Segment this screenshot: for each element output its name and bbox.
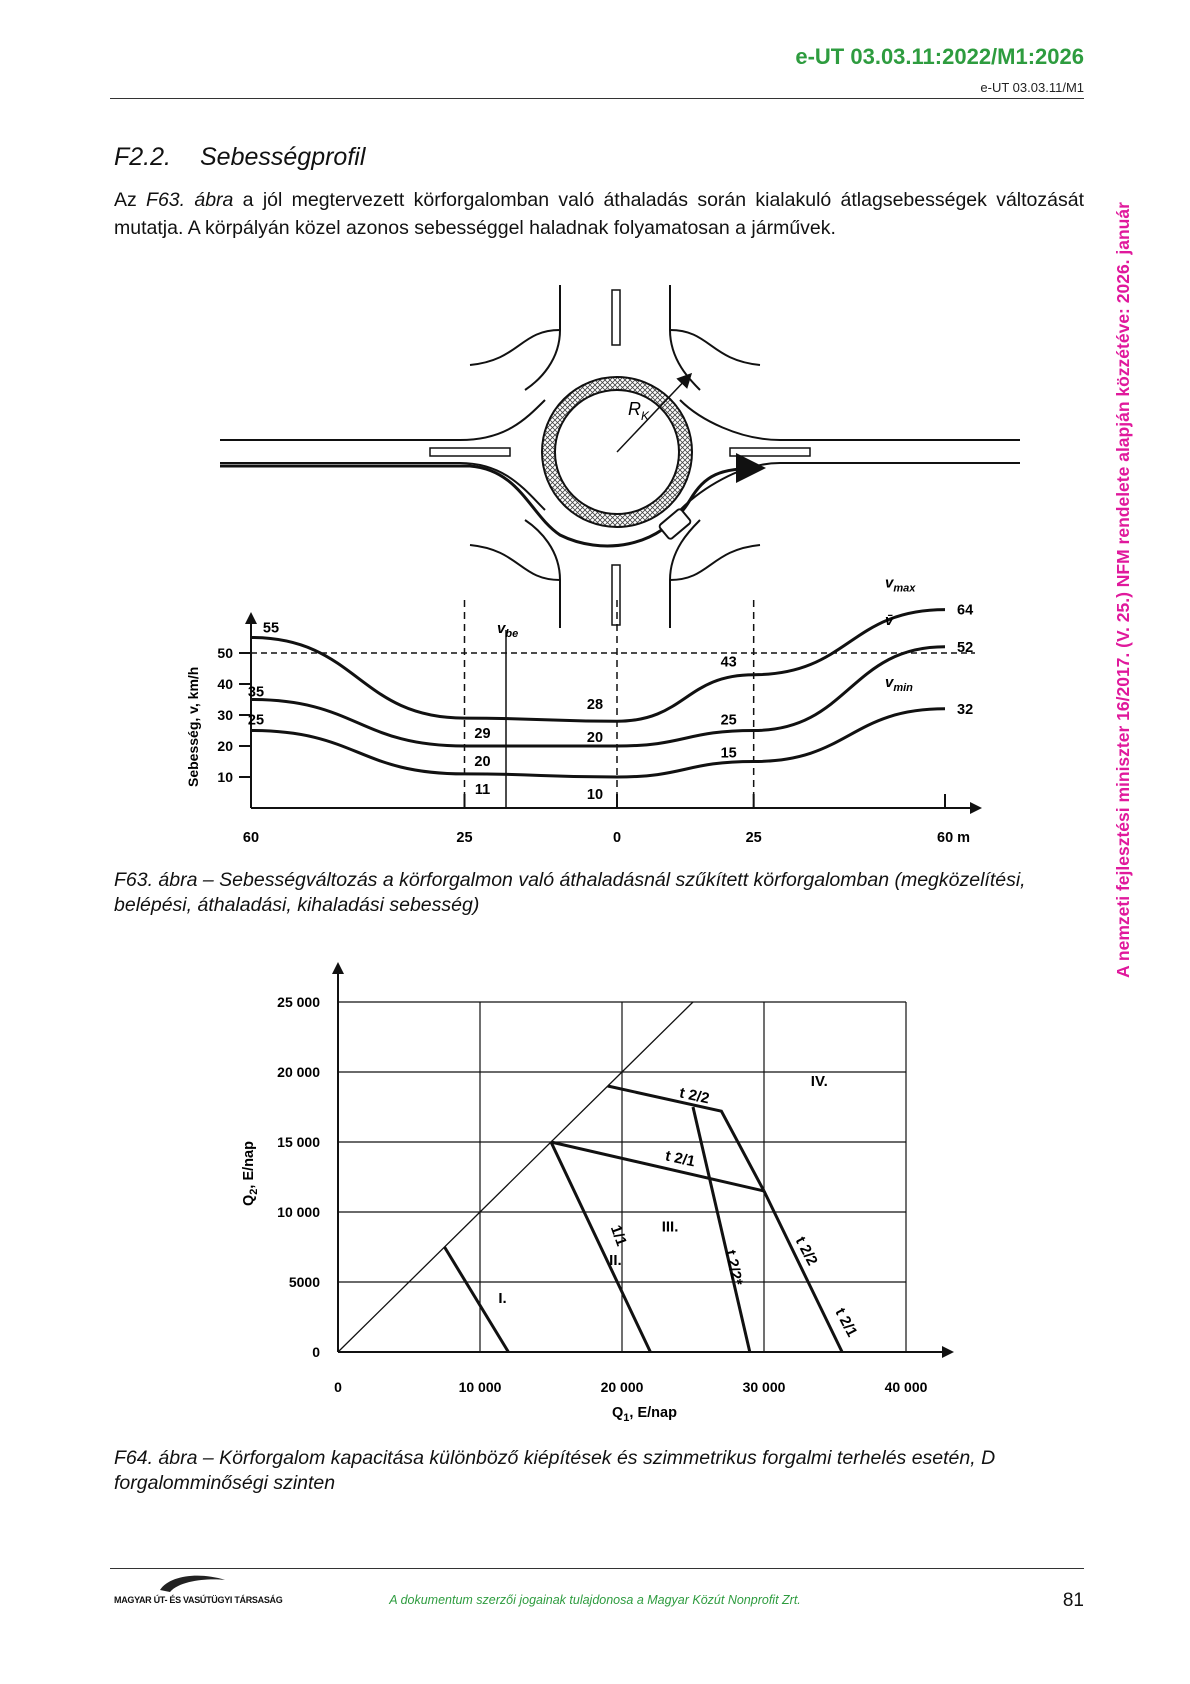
y-tick-label: 20 — [217, 738, 233, 754]
end-value-label: 52 — [957, 639, 974, 656]
x-tick-label: 60 m — [937, 830, 971, 846]
para-prefix: Az — [114, 189, 147, 211]
y-tick-label: 25 000 — [277, 994, 320, 1010]
copyright-note: A dokumentum szerzői jogainak tulajdonosa a Magyar Közút Nonprofit Zrt. — [389, 1593, 801, 1607]
fig64-ref: F64. ábra — [114, 1447, 198, 1469]
x-tick-label: 25 — [745, 830, 762, 846]
y-axis-label: $Q_2$, E/nap — [241, 1141, 260, 1206]
fig64-text: – Körforgalom kapacitása különböző kiépítések és szimmetrikus forgalmi terhelés esetén, D forgalomminőségi szinten — [114, 1447, 996, 1494]
data-label: 43 — [720, 654, 737, 671]
data-label: 10 — [586, 787, 604, 803]
x-tick-label: 0 — [334, 1379, 342, 1395]
line-label: t 2/2 — [791, 1233, 821, 1269]
entry-marker-label: $v_{be}$ — [497, 620, 519, 640]
line-label: t 2/2 — [677, 1084, 711, 1108]
y-tick-label: 10 — [217, 769, 233, 785]
region-label: IV. — [810, 1073, 828, 1090]
data-label: 20 — [474, 754, 491, 770]
series-name-label: $v_{max}$ — [885, 574, 916, 595]
y-tick-label: 40 — [217, 676, 233, 692]
y-tick-label: 15 000 — [277, 1134, 320, 1150]
document-code: e-UT 03.03.11:2022/M1:2026 — [795, 44, 1084, 69]
y-axis-label: Sebesség, v, km/h — [185, 666, 201, 787]
y-tick-label: 50 — [217, 645, 233, 661]
y-tick-label: 30 — [217, 707, 233, 723]
y-tick-label: 0 — [312, 1344, 320, 1360]
page-number: 81 — [1062, 1590, 1084, 1611]
line-label: t 2/1 — [663, 1147, 697, 1171]
data-label: 35 — [247, 684, 265, 701]
region-label: II. — [609, 1252, 622, 1270]
x-tick-label: 40 000 — [884, 1379, 928, 1395]
x-axis-label: $Q_1$, E/nap — [612, 1405, 677, 1424]
data-label: 11 — [474, 781, 491, 798]
radius-label: $R_K$ — [628, 399, 650, 423]
series-name-label: v̄ — [885, 611, 894, 629]
fig63-text: – Sebességváltozás a körforgalmon való áthaladásnál szűkített körforgalomban (megközelítési, belépési, áthaladási, kihaladási sebesség) — [114, 869, 1026, 916]
y-tick-label: 10 000 — [277, 1204, 320, 1220]
line-label: t 2/2* — [721, 1248, 746, 1288]
x-tick-label: 25 — [456, 830, 473, 846]
para-figure-ref: F63. ábra — [146, 189, 234, 211]
end-value-label: 64 — [957, 602, 974, 619]
line-label: 1/1 — [606, 1222, 630, 1249]
society-logo-text: MAGYAR ÚT- ÉS VASÚTÜGYI TÁRSASÁG — [114, 1595, 283, 1605]
line-label: t 2/1 — [831, 1305, 861, 1340]
x-tick-label: 30 000 — [742, 1379, 786, 1395]
section-title: Sebességprofil — [200, 143, 366, 171]
data-label: 15 — [720, 745, 737, 762]
y-tick-label: 5000 — [288, 1274, 320, 1290]
data-label: 55 — [262, 620, 280, 637]
data-label: 28 — [586, 697, 604, 714]
region-label: I. — [498, 1290, 507, 1307]
data-label: 29 — [474, 726, 491, 743]
x-tick-label: 60 — [242, 830, 260, 846]
x-tick-label: 0 — [612, 830, 622, 846]
data-label: 25 — [247, 712, 265, 729]
x-tick-label: 20 000 — [600, 1379, 644, 1395]
x-tick-label: 10 000 — [458, 1379, 502, 1395]
para-text: a jól megtervezett körforgalomban való áthaladás során kialakuló átlagsebességek változását mutatja. A körpályán közel azonos sebességgel haladnak folyamatosan a járművek. — [114, 189, 1084, 239]
document-subcode: e-UT 03.03.11/M1 — [980, 80, 1084, 95]
data-label: 20 — [586, 730, 604, 746]
y-tick-label: 20 000 — [277, 1064, 320, 1080]
fig63-ref: F63. ábra — [114, 869, 198, 891]
end-value-label: 32 — [957, 701, 974, 718]
side-publication-note: A nemzeti fejlesztési miniszter 16/2017. (V. 25.) NFM rendelete alapján közzétéve: 2026. január — [1113, 202, 1133, 978]
series-name-label: $v_{min}$ — [885, 673, 913, 694]
section-number: F2.2. — [114, 143, 171, 171]
data-label: 25 — [720, 712, 737, 729]
region-label: III. — [661, 1218, 679, 1236]
